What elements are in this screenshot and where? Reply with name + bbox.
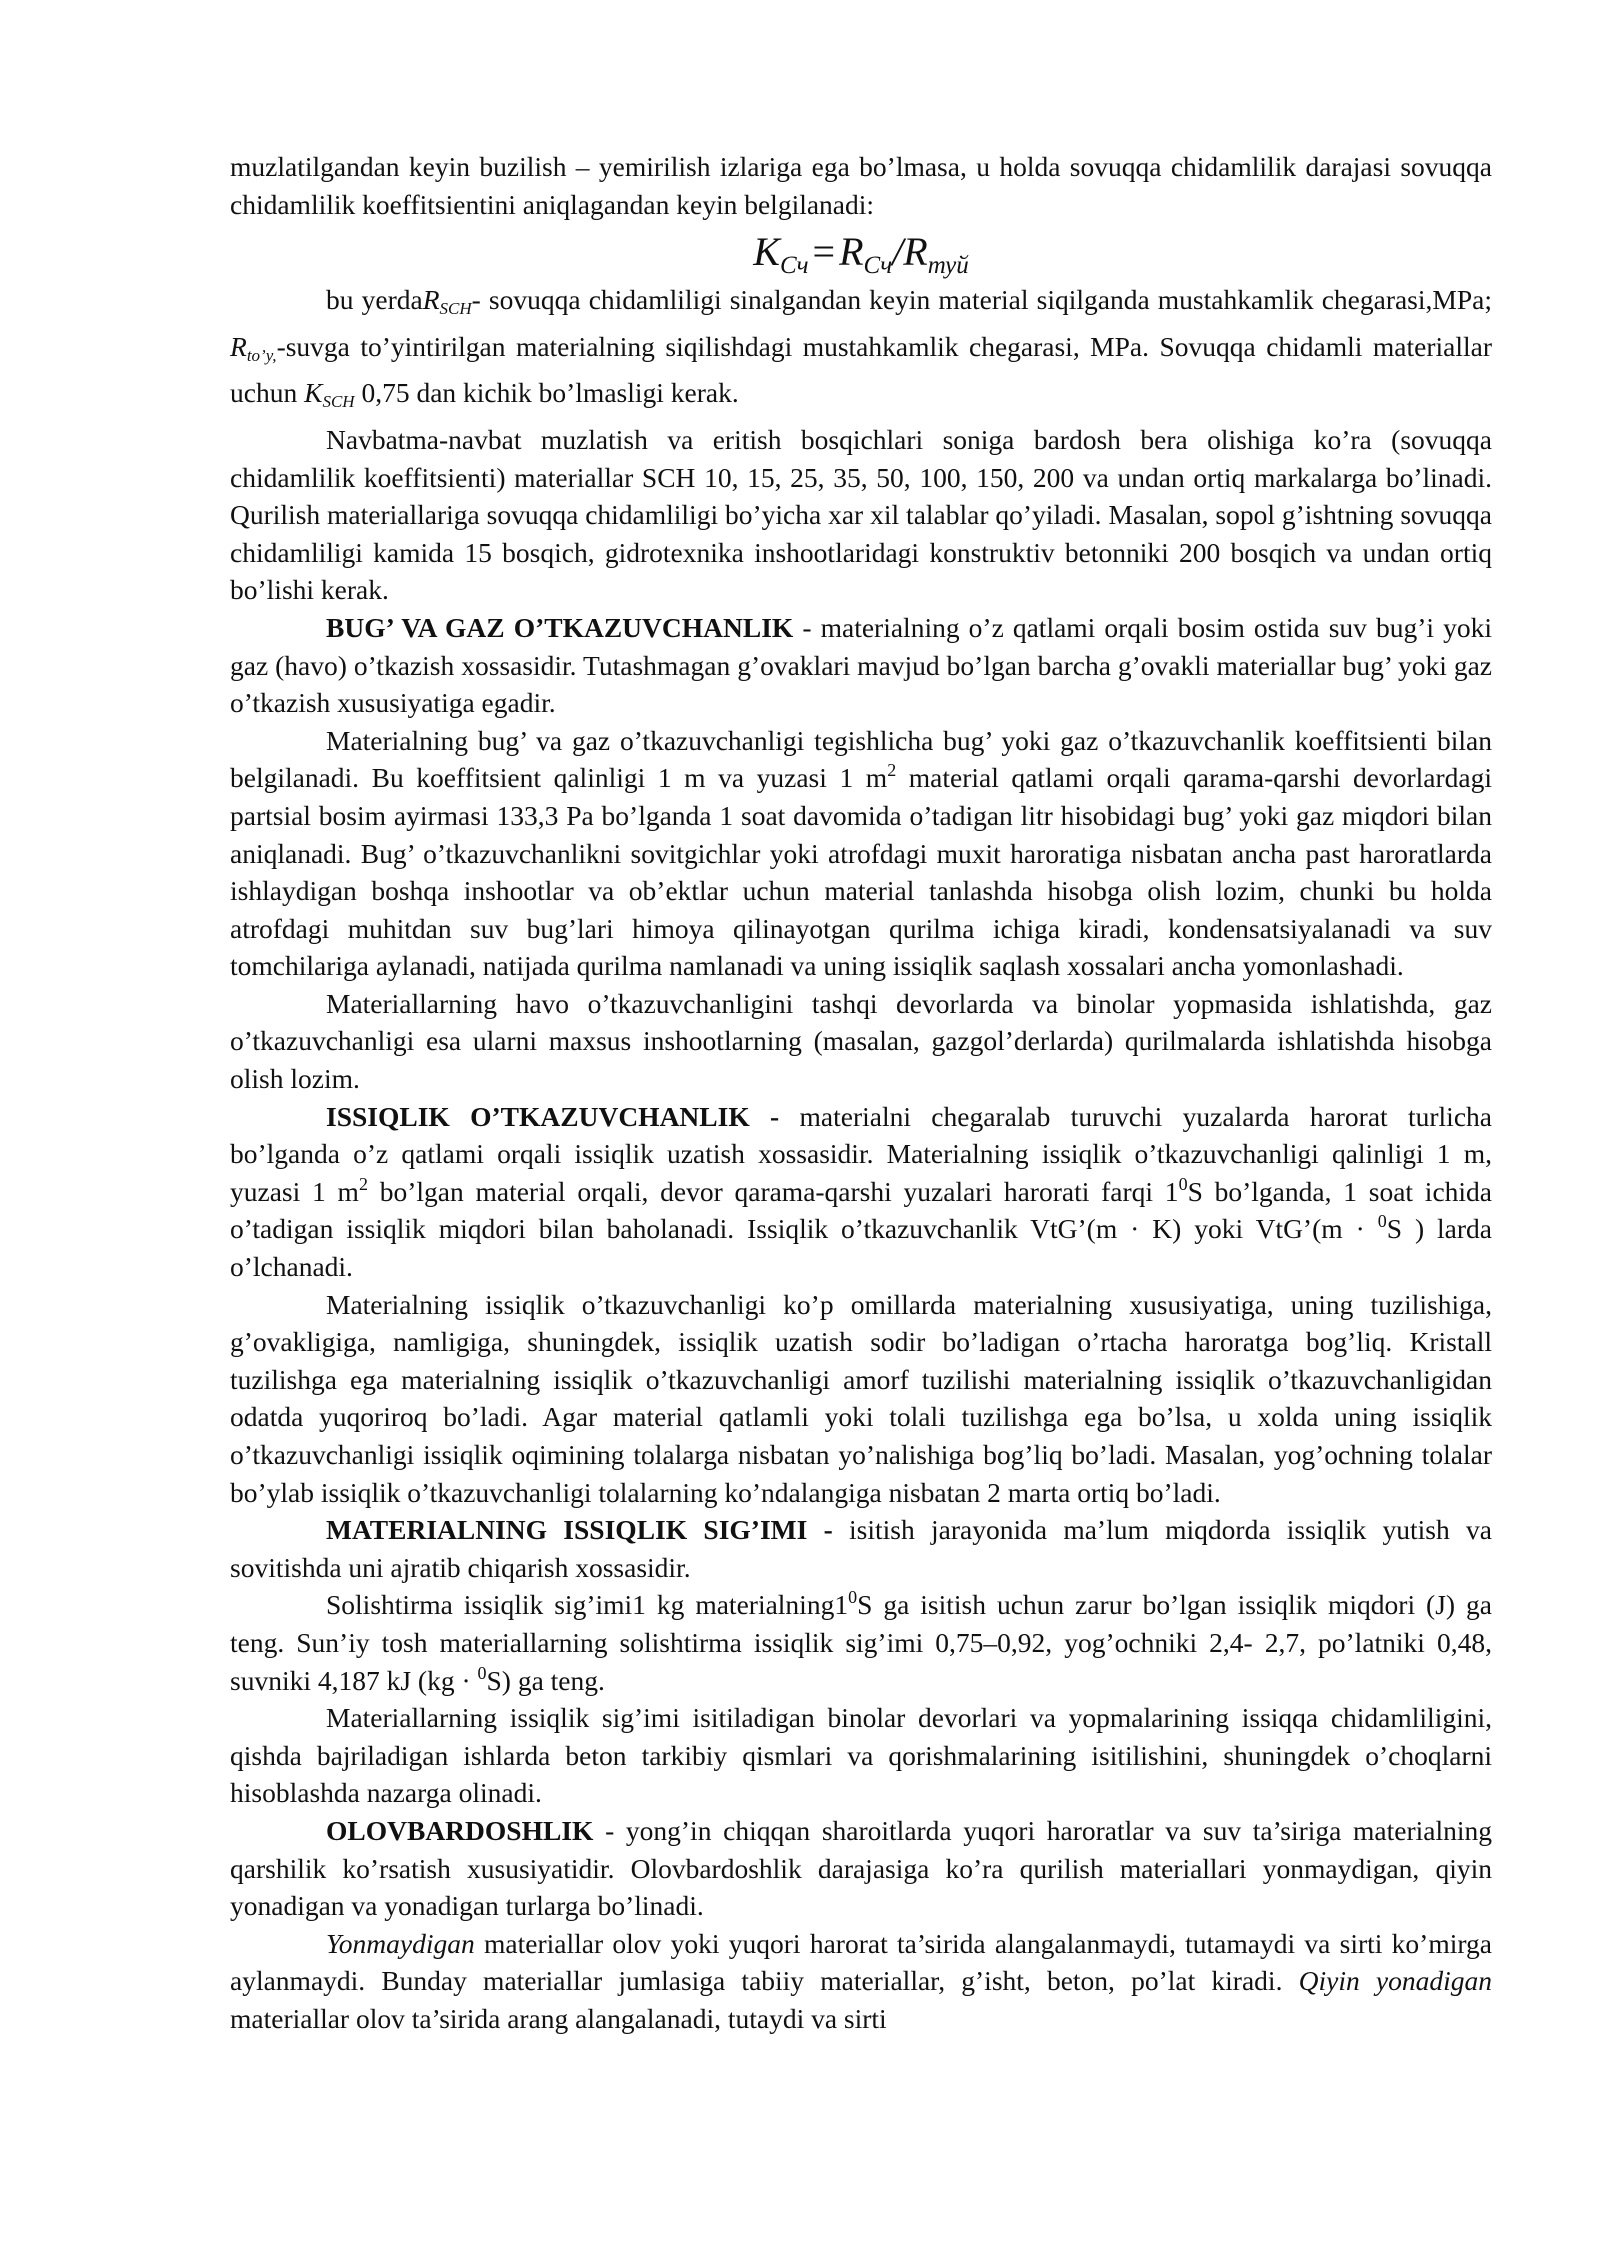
combustibility-text-2: materiallar olov ta’sirida arang alangalanadi, tutaydi va sirti: [230, 2002, 887, 2034]
legend-text-1: bu yerda: [326, 284, 423, 316]
formula-k-sub: Сч: [779, 252, 809, 280]
superscript-2: 2: [358, 1173, 368, 1194]
legend-sub-toy: to’y,: [246, 345, 277, 365]
legend-text-3: -suvga to’yintirilgan materialning siqilishdagi mustahkamlik chegarasi, MPa. Sovuqqa chidamli materiallar uchun: [230, 330, 1492, 409]
superscript-0: 0: [477, 1662, 487, 1683]
paragraph-air-permeability: Materiallarning havo o’tkazuvchanligini tashqi devorlarda va binolar yopmasida ishlatishda, gaz o’tkazuvchanligi esa ularni maxsus inshootlarning (masalan, gazgol’derlarda) qurilmalarda ishlatishda hisobga olish lozim.: [230, 987, 1492, 1095]
paragraph-heat-capacity: [230, 1511, 1492, 1586]
paragraph-vapor-coefficient: [230, 722, 1492, 985]
paragraph-intro: muzlatilgandan keyin buzilish – yemirilish izlariga ega bo’lmasa, u holda sovuqqa chidamlilik darajasi sovuqqa chidamlilik koeffitsientini aniqlagandan keyin belgilanadi:: [230, 151, 1492, 220]
heading-fire-resistance: OLOVBARDOSHLIK: [326, 1814, 594, 1846]
paragraph-thermal-conductivity: [230, 1098, 1492, 1286]
term-hardly-combustible: Qiyin yonadigan: [1298, 1965, 1492, 1997]
heading-thermal-conductivity: ISSIQLIK O’TKAZUVCHANLIK -: [326, 1100, 780, 1132]
paragraph-vapor-permeability: [230, 609, 1492, 722]
legend-text-2: - sovuqqa chidamliligi sinalgandan keyin material siqilganda mustahkamlik chegarasi,MPa;: [471, 284, 1492, 316]
paragraph-formula-legend: [230, 281, 1492, 421]
paragraph-thermal-factors: Materialning issiqlik o’tkazuvchanligi ko’p omillarda materialning xususiyatiga, uning tuzilishiga, g’ovakligiga, namligiga, shuningdek, issiqlik uzatish sodir bo’ladigan o’rtacha haroratga bog’liq. Kristall tuzilishga ega materialning issiqlik o’tkazuvchanligi amorf tuzilishi materialning issiqlik o’tkazuvchanligidan odatda yuqoriroq bo’ladi. Agar material qatlamli yoki tolali tuzilishga ega bo’lsa, u xolda uning issiqlik o’tkazuvchanligi issiqlik oqimining tolalarga nisbatan yo’nalishiga bog’liq bo’ladi. Masalan, yog’ochning tolalar bo’ylab issiqlik o’tkazuvchanligi tolalarning ko’ndalangiga nisbatan 2 marta ortiq bo’ladi.: [230, 1288, 1492, 1508]
fire-resistance-text: - yong’in chiqqan sharoitlarda yuqori haroratlar va suv ta’siriga materialning qarshilik ko’rsatish xususiyatidir. Olovbardoshlik darajasiga ko’ra qurilish materiallari yonmaydigan, qiyin yonadigan va yonadigan turlarga bo’linadi.: [230, 1814, 1492, 1922]
vapor-coefficient-text-2: material qatlami orqali qarama-qarshi devorlardagi partsial bosim ayirmasi 133,3 Pa bo’lganda 1 soat davomida o’tadigan litr hisobidagi bug’ yoki gaz miqdori bilan aniqlanadi. Bug’ o’tkazuvchanlikni sovitgichlar yoki atrofdagi muxit haroratiga nisbatan ancha past haroratlarda ishlaydigan boshqa inshootlar va ob’ektlar uchun material tanlashda hisobga olish lozim, chunki bu holda atrofdagi muhitdan suv bug’lari himoya qilinayotgan qurilma ichiga kiradi, kondensatsiyalanadi va suv tomchilariga aylanadi, natijada qurilma namlanadi va uning issiqlik saqlash xossalari ancha yomonlashadi.: [230, 762, 1492, 982]
vapor-coefficient-text-1: Materialning bug’ va gaz o’tkazuvchanligi tegishlicha bug’ yoki gaz o’tkazuvchanlik koeffitsienti bilan belgilanadi. Bu koeffitsient qalinligi 1 m va yuzasi 1 m: [230, 724, 1492, 794]
thermal-text-2: bo’lgan material orqali, devor qarama-qarshi yuzalari harorati farqi 1: [367, 1175, 1179, 1207]
legend-sub-sch: SCH: [439, 299, 472, 319]
superscript-0: 0: [848, 1587, 858, 1608]
formula-equals: =: [812, 229, 836, 275]
frost-coefficient-formula: [230, 223, 1492, 281]
heading-vapor-permeability: BUG’ VA GAZ O’TKAZUVCHANLIK: [326, 611, 794, 643]
superscript-0: 0: [1178, 1173, 1188, 1194]
legend-symbol-r2: R: [230, 330, 247, 362]
legend-symbol-r: R: [422, 284, 440, 316]
document-page: [230, 148, 1492, 2038]
term-non-combustible: Yonmaydigan: [326, 1927, 475, 1959]
paragraph-combustibility: [230, 1925, 1492, 2038]
specific-heat-text-2: S ga isitish uchun zarur bo’lgan issiqlik miqdori (J) ga teng. Sun’iy tosh materiallarning solishtirma issiqlik sig’imi 0,75–0,92, yog’ochniki 2,4- 2,7, po’latniki 0,48, suvniki 4,187 kJ (kg ·: [230, 1589, 1492, 1696]
paragraph-frost-grades: Navbatma-navbat muzlatish va eritish bosqichlari soniga bardosh bera olishiga ko’ra (sovuqqa chidamlilik koeffitsienti) materiallar SCH 10, 15, 25, 35, 50, 100, 150, 200 va undan ortiq markalarga bo’linadi. Qurilish materiallariga sovuqqa chidamliligi bo’yicha xar xil talablar qo’yiladi. Masalan, sopol g’ishtning sovuqqa chidamliligi kamida 15 bosqich, gidrotexnika inshootlaridagi konstruktiv betonniki 200 bosqich va undan ortiq bo’lishi kerak.: [230, 423, 1492, 606]
superscript-0: 0: [1377, 1211, 1387, 1232]
thermal-text-3: S bo’lganda, 1 soat ichida o’tadigan issiqlik miqdori bilan baholanadi. Issiqlik o’tkazuvchanlik VtG’(m · K) yoki VtG’(m ·: [230, 1175, 1492, 1245]
formula-r2-sub: туй: [927, 252, 969, 280]
formula-r-sub: Сч: [863, 252, 893, 280]
formula-k: K: [753, 229, 780, 275]
legend-sub-sch-2: SCH: [322, 392, 355, 412]
superscript-2: 2: [887, 760, 897, 781]
specific-heat-text-3: S) ga teng.: [486, 1664, 605, 1696]
vapor-permeability-text: - materialning o’z qatlami orqali bosim ostida suv bug’i yoki gaz (havo) o’tkazish xossasidir. Tutashmagan g’ovaklari mavjud bo’lgan barcha g’ovakli materiallar bug’ yoki gaz o’tkazish xususiyatiga egadir.: [230, 611, 1492, 719]
thermal-text-4: S ) larda o’lchanadi.: [230, 1213, 1493, 1283]
paragraph-specific-heat: [230, 1586, 1492, 1699]
specific-heat-text-1: Solishtirma issiqlik sig’imi1 kg materialning1: [326, 1589, 849, 1621]
paragraph-heat-capacity-usage: Materiallarning issiqlik sig’imi isitiladigan binolar devorlari va yopmalarining issiqqa chidamliligini, qishda bajriladigan ishlarda beton tarkibiy qismlari va qorishmalarining isitilishini, shuningdek o’choqlarni hisoblashda nazarga olinadi.: [230, 1702, 1492, 1809]
formula-r2: R: [903, 229, 928, 275]
paragraph-fire-resistance: [230, 1812, 1492, 1925]
legend-symbol-k: K: [304, 377, 323, 409]
formula-slash: /: [892, 229, 904, 275]
heat-capacity-text: isitish jarayonida ma’lum miqdorda issiqlik yutish va sovitishda uni ajratib chiqarish xossasidir.: [230, 1514, 1492, 1583]
heading-heat-capacity: MATERIALNING ISSIQLIK SIG’IMI -: [326, 1514, 833, 1546]
combustibility-text-1: materiallar olov yoki yuqori harorat ta’sirida alangalanmaydi, tutamaydi va sirti ko’mirga aylanmaydi. Bunday materiallar jumlasiga tabiiy materiallar, g’isht, beton, po’lat kiradi.: [230, 1927, 1492, 1997]
thermal-text-1: materialni chegaralab turuvchi yuzalarda harorat turlicha bo’lganda o’z qatlami orqali issiqlik uzatish xossasidir. Materialning issiqlik o’tkazuvchanligi qalinligi 1 m, yuzasi 1 m: [230, 1100, 1492, 1207]
formula-r: R: [839, 229, 864, 275]
legend-text-4: 0,75 dan kichik bo’lmasligi kerak.: [354, 377, 739, 409]
